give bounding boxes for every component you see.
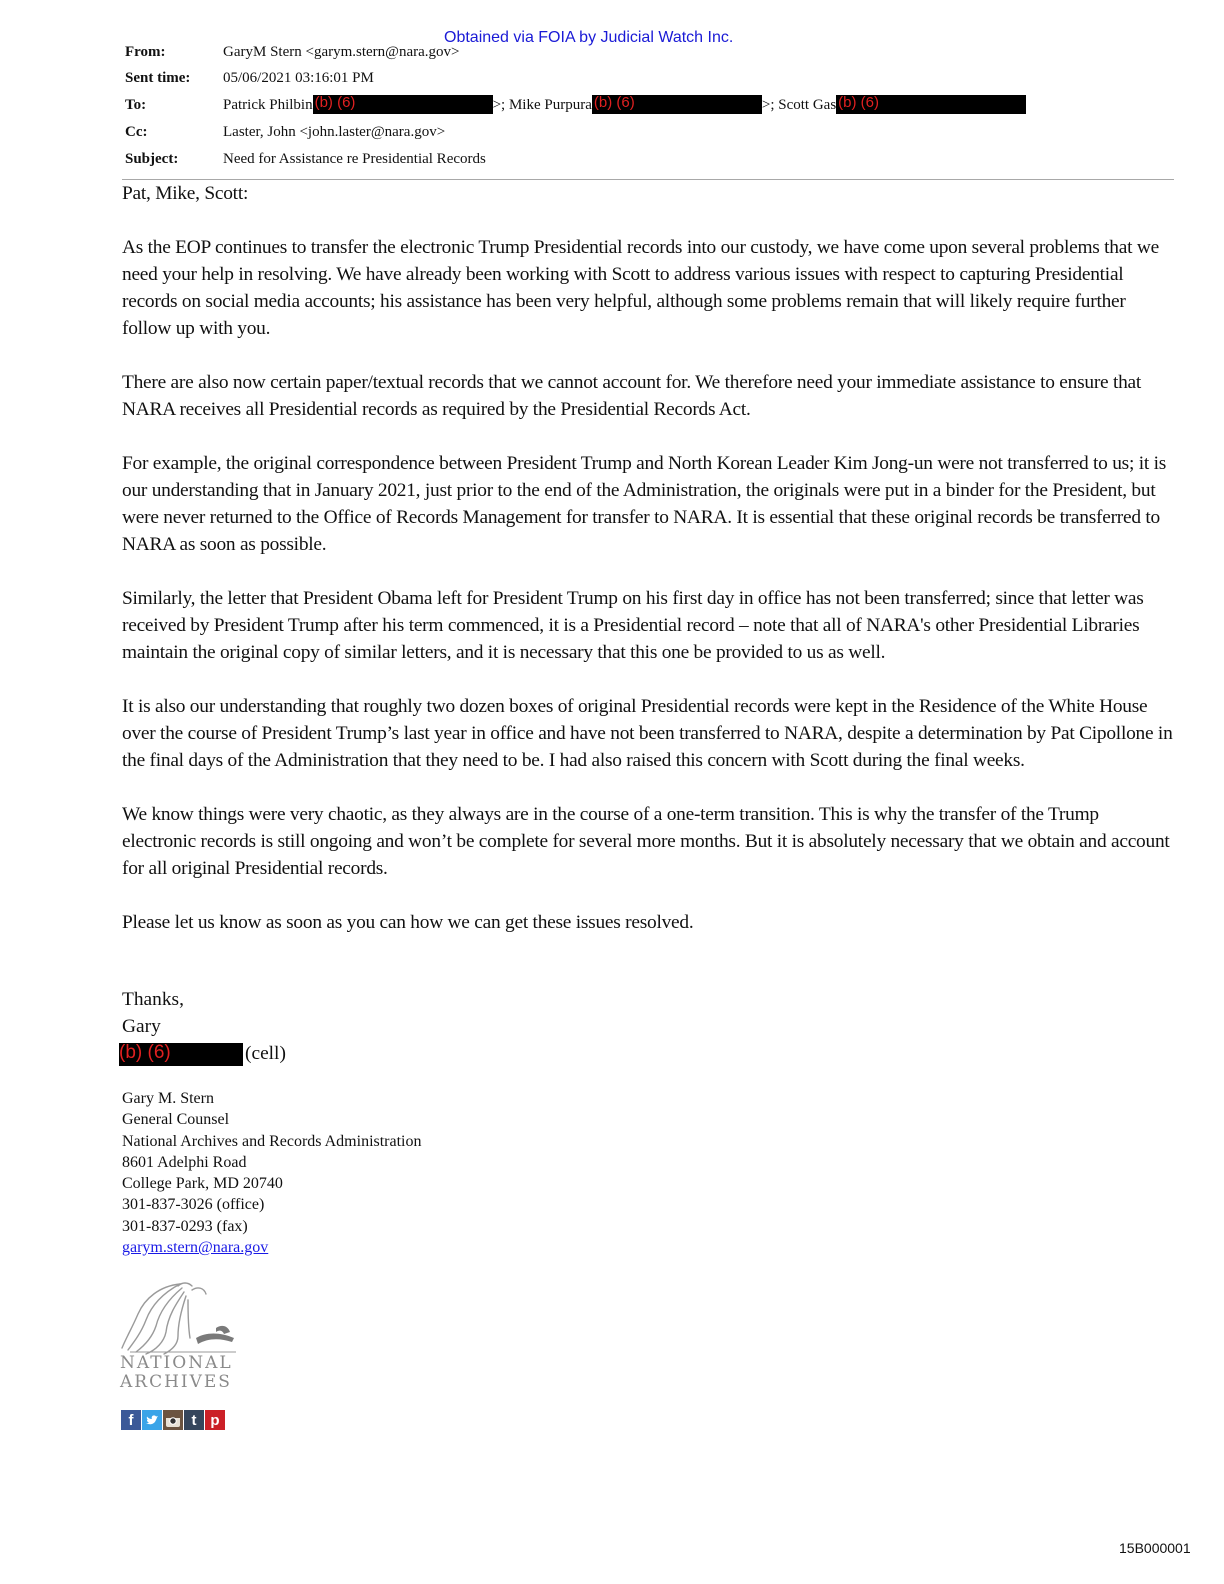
sent-label: Sent time: bbox=[125, 70, 191, 86]
pinterest-icon[interactable]: p bbox=[205, 1410, 225, 1430]
body-paragraph: There are also now certain paper/textual records that we cannot account for. We therefore need your immediate assistance to ensure that NARA receives all Presidential records as required by the Presidential Records Act. bbox=[122, 372, 1142, 420]
to-label: To: bbox=[125, 97, 147, 113]
redaction-box: (b) (6) bbox=[313, 95, 493, 114]
body-paragraph: For example, the original correspondence between President Trump and North Korean Leader Kim Jong-un were not transferred to us; it is our understanding that in January 2021, just prior to the end of the Administration, the originals were put in a binder for the President, but were never returned to the Office of Records Management for transfer to NARA. It is essential that these original records be transferred to NARA as soon as possible. bbox=[122, 453, 1167, 555]
from-value: GaryM Stern <garym.stern@nara.gov> bbox=[223, 44, 460, 60]
cc-value: Laster, John <john.laster@nara.gov> bbox=[223, 124, 446, 140]
body-paragraph: We know things were very chaotic, as they always are in the course of a one-term transition. This is why the transfer of the Trump electronic records is still ongoing and won’t be complete for several more months. But it is absolutely necessary that we obtain and account for all original Presidential records. bbox=[122, 804, 1170, 879]
logo-wordmark-line1: NATIONAL bbox=[120, 1353, 233, 1373]
signoff bbox=[119, 986, 286, 1067]
document-id: 15B000001 bbox=[1119, 1540, 1191, 1556]
redaction-box: (b) (6) bbox=[592, 95, 762, 114]
email-link[interactable]: garym.stern@nara.gov bbox=[122, 1239, 269, 1257]
subject-value: Need for Assistance re Presidential Records bbox=[223, 151, 486, 167]
cell-line bbox=[119, 1040, 286, 1067]
from-label: From: bbox=[125, 44, 166, 60]
body-paragraph: Similarly, the letter that President Obama left for President Trump on his first day in office has not been transferred; since that letter was received by President Trump after his term commenced, it is a Presidential record – note that all of NARA's other Presidential Libraries maintain the original copy of similar letters, and it is necessary that this one be provided to us as well. bbox=[122, 588, 1144, 663]
twitter-icon[interactable] bbox=[142, 1410, 162, 1430]
sent-value: 05/06/2021 03:16:01 PM bbox=[223, 70, 374, 86]
card-city: College Park, MD 20740 bbox=[122, 1175, 283, 1193]
signature-card bbox=[122, 1088, 422, 1258]
card-street: 8601 Adelphi Road bbox=[122, 1153, 247, 1171]
card-name: Gary M. Stern bbox=[122, 1090, 214, 1107]
to-name-gast: >; Scott Gas bbox=[761, 97, 837, 113]
signoff-thanks: Thanks, bbox=[122, 989, 184, 1010]
card-fax: 301-837-0293 (fax) bbox=[122, 1217, 248, 1235]
logo-wordmark-line2: ARCHIVES bbox=[120, 1372, 232, 1392]
body-paragraph: As the EOP continues to transfer the electronic Trump Presidential records into our custody, we have come upon several problems that we need your help in resolving. We have already been working with Scott to address various issues with respect to capturing Presidential records on social media accounts; his assistance has been very helpful, although some problems remain that will likely require further follow up with you. bbox=[122, 237, 1159, 339]
email-body bbox=[122, 180, 1177, 963]
tumblr-icon[interactable]: t bbox=[184, 1410, 204, 1430]
body-paragraph: It is also our understanding that roughly two dozen boxes of original Presidential records were kept in the Residence of the White House over the course of President Trump’s last year in office and have not been transferred to NARA, despite a determination by Pat Cipollone in the final days of the Administration that they need to be. I had also raised this concern with Scott during the final weeks. bbox=[122, 696, 1173, 771]
card-title: General Counsel bbox=[122, 1111, 230, 1129]
camera-icon bbox=[165, 1412, 181, 1428]
to-name-purpura: >; Mike Purpura bbox=[492, 97, 592, 113]
redaction-box: (b) (6) bbox=[836, 95, 1026, 114]
subject-label: Subject: bbox=[125, 151, 179, 167]
eagle-icon bbox=[120, 1278, 240, 1358]
body-paragraph: Please let us know as soon as you can how we can get these issues resolved. bbox=[122, 912, 694, 933]
card-org: National Archives and Records Administration bbox=[122, 1132, 422, 1150]
cell-suffix: (cell) bbox=[245, 1043, 286, 1064]
signoff-name: Gary bbox=[122, 1016, 161, 1037]
instagram-icon[interactable] bbox=[163, 1410, 183, 1430]
redaction-box: (b) (6) bbox=[119, 1043, 243, 1066]
foia-stamp: Obtained via FOIA by Judicial Watch Inc. bbox=[444, 29, 734, 46]
to-name-philbin: Patrick Philbin bbox=[223, 97, 313, 113]
twitter-bird-icon bbox=[145, 1414, 159, 1426]
cc-label: Cc: bbox=[125, 124, 148, 140]
national-archives-logo bbox=[120, 1278, 240, 1393]
card-office-phone: 301-837-3026 (office) bbox=[122, 1196, 265, 1214]
greeting: Pat, Mike, Scott: bbox=[122, 183, 249, 204]
to-value bbox=[223, 97, 1026, 114]
social-icons bbox=[121, 1410, 225, 1430]
facebook-icon[interactable]: f bbox=[121, 1410, 141, 1430]
